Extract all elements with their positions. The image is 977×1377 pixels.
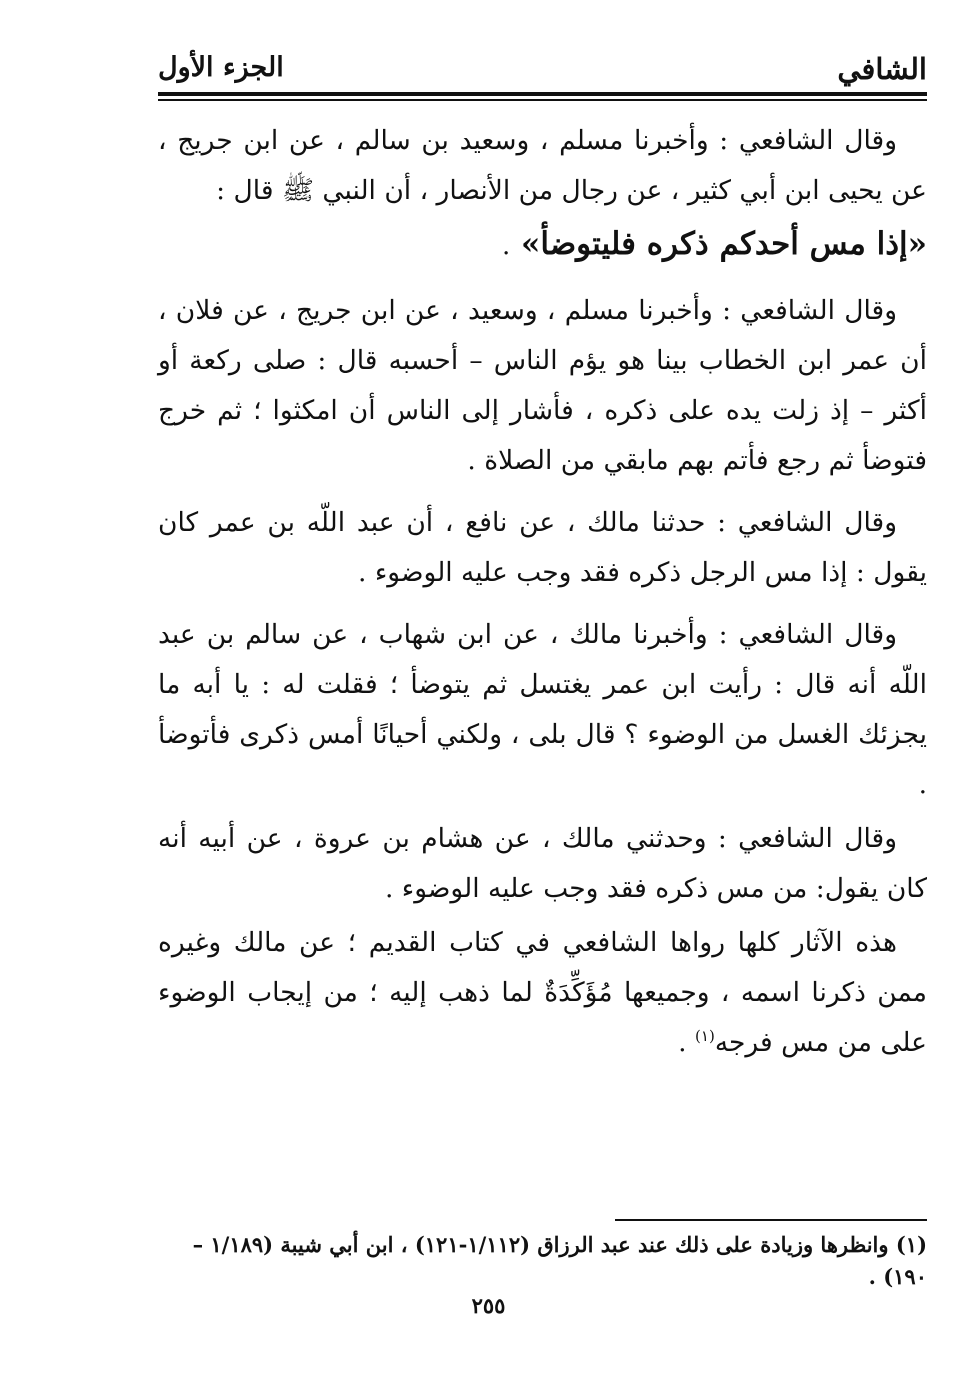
footnote: (١) وانظرها وزيادة على ذلك عند عبد الرزاق (١/١١٢-١٢١) ، ابن أبي شيبة (١/١٨٩ – ١٩٠) . xyxy=(192,1232,927,1289)
paragraph-6 xyxy=(158,918,927,1068)
hadith-end: . xyxy=(501,231,511,261)
book-title: الشافي xyxy=(837,52,927,86)
footnote-marker: (١) xyxy=(695,1027,715,1046)
footnote-rule xyxy=(615,1219,927,1221)
main-text xyxy=(158,116,927,1068)
page-number: ٢٥٥ xyxy=(471,1293,506,1318)
hadith-text: «إذا مس أحدكم ذكره فليتوضأ» xyxy=(521,226,927,262)
header-rule-thick xyxy=(158,92,927,96)
paragraph-4: وقال الشافعي : وأخبرنا مالك ، عن ابن شهاب ، عن سالم بن عبد اللّه أنه قال : رأيت ابن عمر يغتسل ثم يتوضأ ؛ فقلت له : يا أبه ما يجزئك الغسل من الوضوء ؟ قال بلى ، ولكني أحيانًا أمس ذكرى فأتوضأ . xyxy=(158,619,927,800)
paragraph-6-end: . xyxy=(678,1027,687,1058)
paragraph-1: وقال الشافعي : وأخبرنا مسلم ، وسعيد بن سالم ، عن ابن جريج ، عن يحيى ابن أبي كثير ، عن رجال من الأنصار ، أن النبي ﷺ قال : xyxy=(158,125,927,206)
page-header xyxy=(158,48,927,92)
header-rule-thin xyxy=(158,99,927,101)
paragraph-2: وقال الشافعي : وأخبرنا مسلم ، وسعيد ، عن ابن جريج ، عن فلان ، أن عمر ابن الخطاب بينا هو يؤم الناس – أحسبه قال : صلى ركعة أو أكثر – إذ زلت يده على ذكره ، فأشار إلى الناس أن امكثوا ؛ ثم خرج فتوضأ ثم رجع فأتم بهم مابقي من الصلاة . xyxy=(158,295,927,476)
paragraph-5: وقال الشافعي : وحدثني مالك ، عن هشام بن عروة ، عن أبيه أنه كان يقول: من مس ذكره فقد وجب عليه الوضوء . xyxy=(158,823,927,904)
paragraph-3: وقال الشافعي : حدثنا مالك ، عن نافع ، أن عبد اللّه بن عمر كان يقول : إذا مس الرجل ذكره فقد وجب عليه الوضوء . xyxy=(158,507,927,588)
volume-label: الجزء الأول xyxy=(158,52,284,83)
hadith-quote xyxy=(158,216,927,274)
paragraph-6-text: هذه الآثار كلها رواها الشافعي في كتاب القديم ؛ عن مالك وغيره ممن ذكرنا اسمه ، وجميعها مُؤَكِّدَةٌ لما ذهب إليه ؛ من إيجاب الوضوء على من مس فرجه xyxy=(158,927,927,1058)
